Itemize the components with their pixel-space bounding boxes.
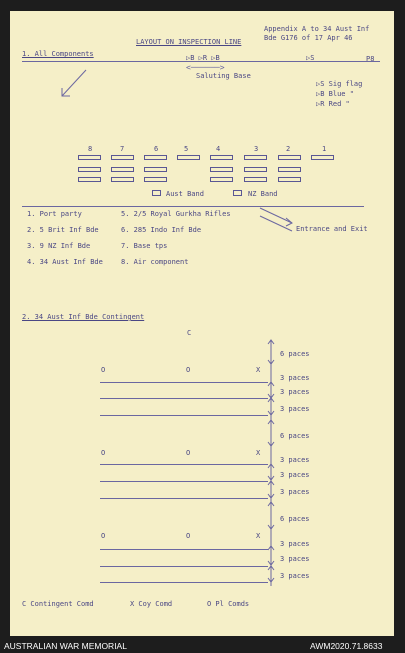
- unit-block: [177, 155, 200, 160]
- column-number: 2: [286, 145, 291, 153]
- spacing-label: 6 paces: [280, 432, 310, 440]
- legend-coy: X Coy Comd: [130, 600, 173, 608]
- rank-line: [100, 481, 268, 482]
- unit-block: [111, 177, 134, 182]
- legend-flag-sig: ▷S Sig flag: [316, 80, 363, 88]
- rank-line: [100, 398, 268, 399]
- rank-line: [100, 464, 268, 465]
- pointer-arrow-icon: [58, 68, 90, 100]
- flag-right: ▷S: [306, 54, 315, 62]
- unit-block: [278, 167, 301, 172]
- column-number: 6: [154, 145, 159, 153]
- section2-heading: 2. 34 Aust Inf Bde Contingent: [22, 313, 145, 321]
- unit-block: [244, 177, 267, 182]
- unit-block: [111, 155, 134, 160]
- saluting-base: Saluting Base: [196, 72, 251, 80]
- unit-list-item: 2. 5 Brit Inf Bde: [27, 226, 99, 234]
- archive-name: AUSTRALIAN WAR MEMORIAL: [4, 641, 127, 651]
- contingent-comd-mark: C: [187, 329, 192, 337]
- spacing-label: 6 paces: [280, 515, 310, 523]
- unit-block: [311, 155, 334, 160]
- column-number: 8: [88, 145, 93, 153]
- unit-block: [278, 155, 301, 160]
- aust-band-label: Aust Band: [166, 190, 204, 198]
- spacing-label: 3 paces: [280, 405, 310, 413]
- unit-block: [78, 177, 101, 182]
- coy-comd-mark: X: [256, 366, 261, 374]
- rank-line: [100, 566, 268, 567]
- entrance-exit-label: Entrance and Exit: [296, 225, 368, 233]
- rank-line: [100, 549, 268, 550]
- entrance-arrow-icon: [258, 206, 296, 236]
- pl-comd-mark: O: [186, 532, 191, 540]
- spacing-label: 3 paces: [280, 555, 310, 563]
- unit-block: [144, 167, 167, 172]
- unit-block: [78, 167, 101, 172]
- pl-comd-mark: O: [101, 449, 106, 457]
- unit-block: [210, 167, 233, 172]
- legend-contingent: C Contingent Comd: [22, 600, 94, 608]
- unit-block: [244, 167, 267, 172]
- unit-list-item: 3. 9 NZ Inf Bde: [27, 242, 91, 250]
- unit-block: [278, 177, 301, 182]
- rank-line: [100, 382, 268, 383]
- unit-block: [111, 167, 134, 172]
- flags-top: ▷B ▷R ▷B: [186, 54, 220, 62]
- appendix-ref: Appendix A to 34 Aust Inf: [264, 25, 370, 33]
- spacing-label: 3 paces: [280, 456, 310, 464]
- unit-list-item: 5. 2/5 Royal Gurkha Rifles: [121, 210, 231, 218]
- unit-list-item: 4. 34 Aust Inf Bde: [27, 258, 103, 266]
- unit-block: [78, 155, 101, 160]
- spacing-label: 3 paces: [280, 540, 310, 548]
- unit-block: [210, 177, 233, 182]
- document-ref: Bde G176 of 17 Apr 46: [264, 34, 353, 42]
- column-number: 3: [254, 145, 259, 153]
- spacing-label: 3 paces: [280, 388, 310, 396]
- archive-id: AWM2020.71.8633: [310, 641, 383, 651]
- document-title: LAYOUT ON INSPECTION LINE: [136, 38, 242, 46]
- pl-comd-mark: O: [101, 532, 106, 540]
- unit-block: [144, 155, 167, 160]
- saluting-arrow: <──────>: [186, 63, 225, 72]
- divider-line: [22, 206, 364, 207]
- pl-comd-mark: O: [101, 366, 106, 374]
- spacing-dimension-lines: [265, 338, 277, 588]
- unit-block: [144, 177, 167, 182]
- spacing-label: 3 paces: [280, 471, 310, 479]
- column-number: 5: [184, 145, 189, 153]
- unit-list-item: 8. Air component: [121, 258, 189, 266]
- flag-far: P8: [366, 55, 375, 63]
- unit-block: [210, 155, 233, 160]
- spacing-label: 6 paces: [280, 350, 310, 358]
- unit-list-item: 6. 285 Indo Inf Bde: [121, 226, 202, 234]
- unit-block: [244, 155, 267, 160]
- coy-comd-mark: X: [256, 449, 261, 457]
- legend-pl: O Pl Comds: [207, 600, 250, 608]
- rank-line: [100, 498, 268, 499]
- column-number: 4: [216, 145, 221, 153]
- nz-band-label: NZ Band: [248, 190, 278, 198]
- pl-comd-mark: O: [186, 366, 191, 374]
- spacing-label: 3 paces: [280, 572, 310, 580]
- legend-flag-blue: ▷B Blue ": [316, 90, 354, 98]
- band-icon: [152, 190, 161, 196]
- rank-line: [100, 415, 268, 416]
- unit-list-item: 1. Port party: [27, 210, 82, 218]
- spacing-label: 3 paces: [280, 488, 310, 496]
- section1-heading: 1. All Components: [22, 50, 94, 58]
- column-number: 1: [322, 145, 327, 153]
- pl-comd-mark: O: [186, 449, 191, 457]
- column-number: 7: [120, 145, 125, 153]
- legend-flag-red: ▷R Red ": [316, 100, 350, 108]
- band-icon: [233, 190, 242, 196]
- rank-line: [100, 582, 268, 583]
- spacing-label: 3 paces: [280, 374, 310, 382]
- unit-list-item: 7. Base tps: [121, 242, 168, 250]
- coy-comd-mark: X: [256, 532, 261, 540]
